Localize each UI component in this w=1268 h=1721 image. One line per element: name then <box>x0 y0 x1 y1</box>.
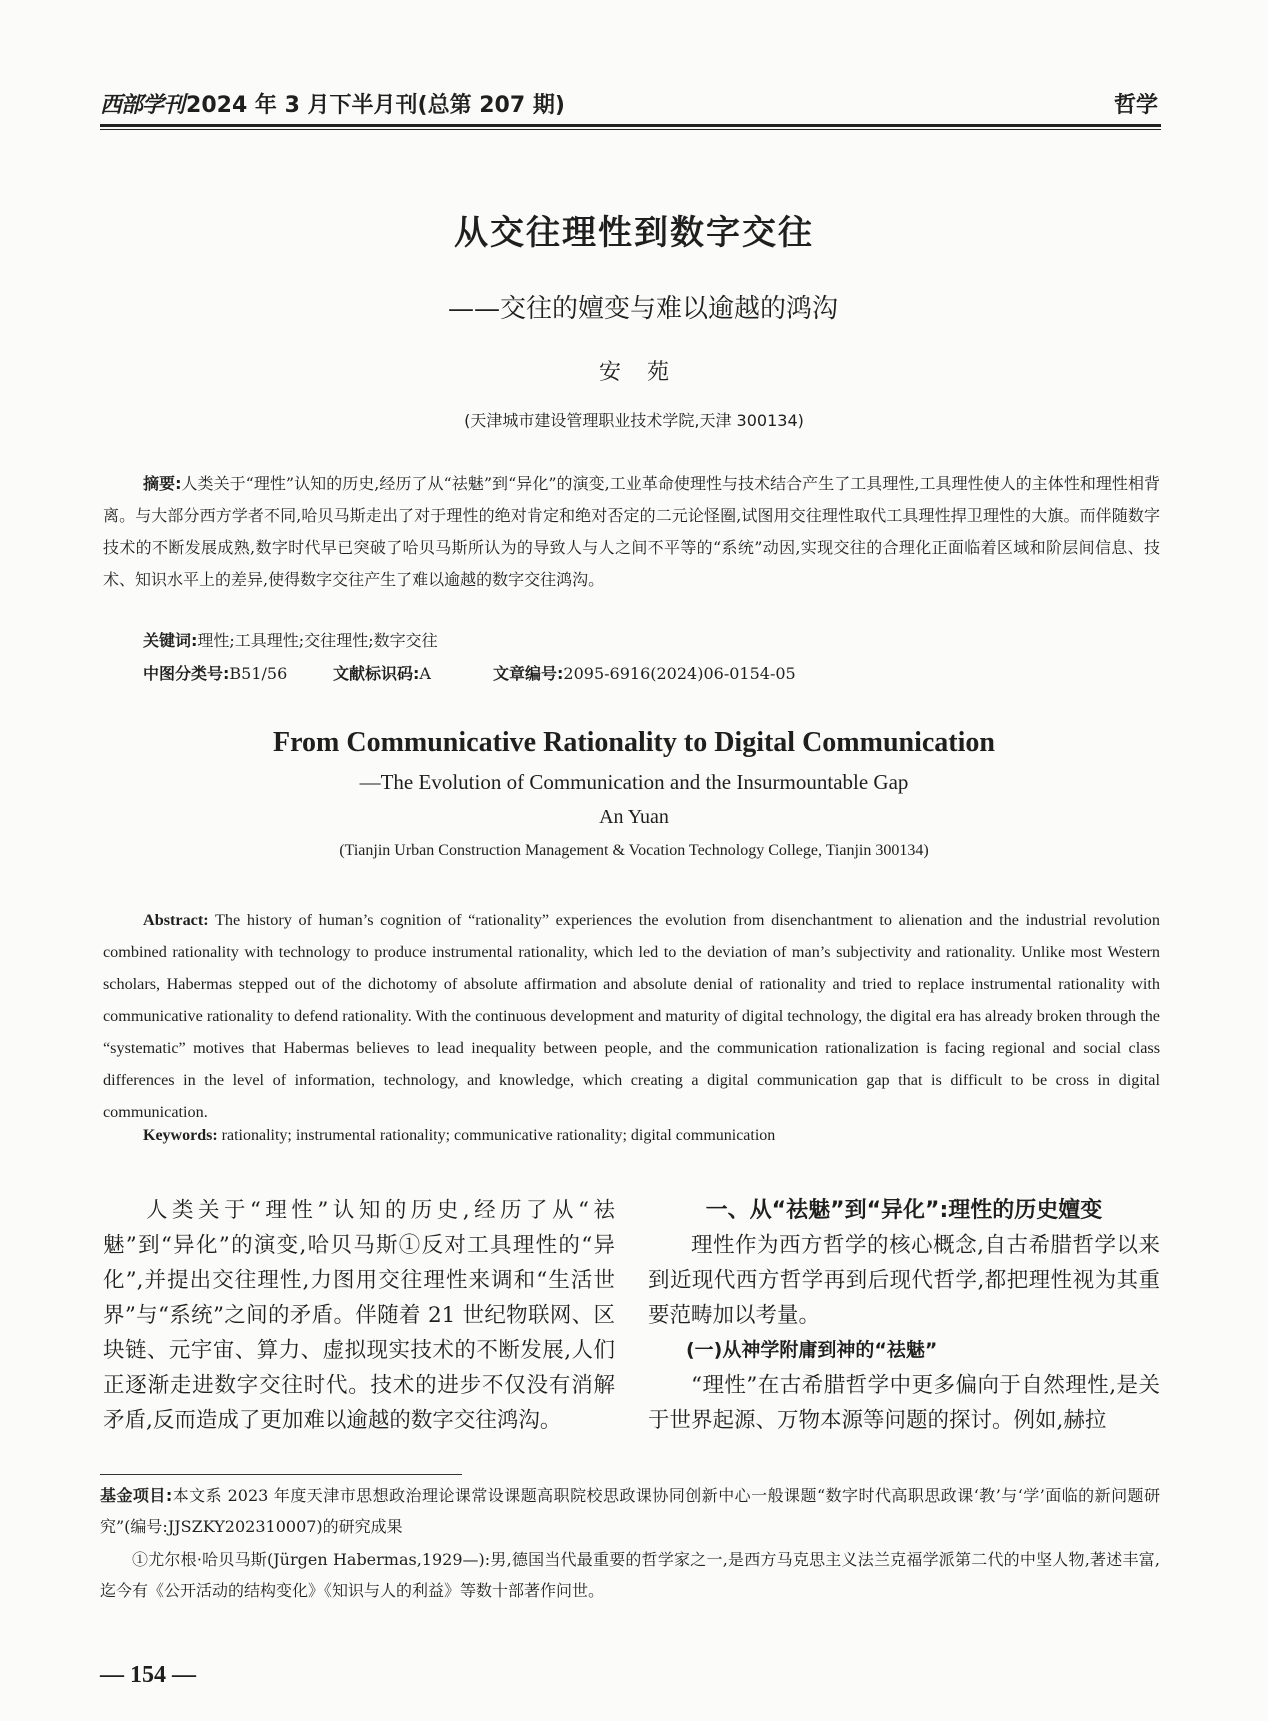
clc-code <box>143 661 287 684</box>
doc-value: A <box>419 664 431 683</box>
article-number <box>493 661 796 684</box>
abstract-en-label: Abstract: <box>143 911 209 929</box>
keywords-zh <box>143 628 438 651</box>
affiliation-zh: (天津城市建设管理职业技术学院,天津 300134) <box>464 411 804 430</box>
keywords-zh-text: 理性;工具理性;交往理性;数字交往 <box>197 631 438 650</box>
page-number: — 154 — <box>100 1662 196 1688</box>
footnote-1: ①尤尔根·哈贝马斯(Jürgen Habermas,1929—):男,德国当代最重要的哲学家之一,是西方马克思主义法兰克福学派第二代的中坚人物,著述丰富,迄今有《公开活动的结构变化》《知识与人的利益》等数十部著作问世。 <box>100 1550 1160 1600</box>
fund-text: 本文系 2023 年度天津市思想政治理论课常设课题高职院校思政课协同创新中心一般课题“数字时代高职思政课‘教’与‘学’面临的新问题研究”(编号:JJSZKY202310007)的研究成果 <box>100 1486 1160 1536</box>
subtitle-en: —The Evolution of Communication and the Insurmountable Gap <box>359 770 909 794</box>
journal-issue <box>100 88 565 119</box>
fund-note <box>100 1480 1160 1542</box>
doc-label: 文献标识码: <box>333 664 420 683</box>
clc-value: B51/56 <box>229 664 288 683</box>
abstract-zh-label: 摘要: <box>143 474 182 493</box>
section-heading: 一、从“祛魅”到“异化”:理性的历史嬗变 <box>705 1198 1103 1223</box>
article-value: 2095-6916(2024)06-0154-05 <box>563 664 796 683</box>
subtitle-zh: ——交往的嬗变与难以逾越的鸿沟 <box>447 294 838 324</box>
affiliation-en: (Tianjin Urban Construction Management & Vocation Technology College, Tianjin 300134) <box>339 842 929 859</box>
subsection-heading: (一)从神学附庸到神的“祛魅” <box>686 1339 938 1361</box>
clc-label: 中图分类号: <box>143 664 230 683</box>
section-label: 哲学 <box>1113 93 1158 118</box>
fund-label: 基金项目: <box>100 1486 173 1505</box>
keywords-en-label: Keywords: <box>143 1127 218 1144</box>
header-rule-thin <box>100 129 1161 130</box>
author-en: An Yuan <box>599 806 669 828</box>
title-zh: 从交往理性到数字交往 <box>454 213 814 253</box>
subsection-paragraph: “理性”在古希腊哲学中更多偏向于自然理性,是关于世界起源、万物本源等问题的探讨。例如,赫拉 <box>648 1373 1160 1433</box>
keywords-en-text: rationality; instrumental rationality; communicative rationality; digital communication <box>221 1127 776 1144</box>
section-paragraph: 理性作为西方哲学的核心概念,自古希腊哲学以来到近现代西方哲学再到后现代哲学,都把理性视为其重要范畴加以考量。 <box>648 1233 1160 1328</box>
issue-label: 2024 年 3 月下半月刊(总第 207 期) <box>186 93 565 118</box>
keywords-en <box>143 1127 775 1145</box>
title-en: From Communicative Rationality to Digital Communication <box>273 727 995 758</box>
author-zh: 安苑 <box>598 360 695 385</box>
header-rule <box>100 124 1161 127</box>
doc-code <box>333 661 431 684</box>
body-right-column <box>648 1193 1160 1438</box>
keywords-zh-label: 关键词: <box>143 631 198 650</box>
running-header <box>100 88 1160 122</box>
abstract-en <box>103 904 1160 1128</box>
abstract-en-text: The history of human’s cognition of “rationality” experiences the evolution from disenchantment to alienation and the industrial revolution combined rationality with technology to produce instrumental rationality, which led to the deviation of man’s subjectivity and rationality. Unlike most Western scholars, Habermas stepped out of the dichotomy of absolute affirmation and absolute denial of rationality and tried to replace instrumental rationality with communicative rationality to defend rationality. With the continuous development and maturity of digital technology, the digital era has already broken through the “systematic” motives that Habermas believes to lead inequality between people, and the communication rationalization is facing regional and social class differences in the level of information, technology, and knowledge, which creating a digital communication gap that is difficult to be cross in digital communication. <box>103 911 1160 1121</box>
abstract-zh-text: 人类关于“理性”认知的历史,经历了从“祛魅”到“异化”的演变,工业革命使理性与技术结合产生了工具理性,工具理性使人的主体性和理性相背离。与大部分西方学者不同,哈贝马斯走出了对于理性的绝对肯定和绝对否定的二元论怪圈,试图用交往理性取代工具理性捍卫理性的大旗。而伴随数字技术的不断发展成熟,数字时代早已突破了哈贝马斯所认为的导致人与人之间不平等的“系统”动因,实现交往的合理化正面临着区域和阶层间信息、技术、知识水平上的差异,使得数字交往产生了难以逾越的数字交往鸿沟。 <box>103 474 1160 589</box>
body-left-column <box>103 1193 615 1438</box>
journal-logo: 西部学刊 <box>100 92 185 118</box>
footnote-rule <box>100 1474 462 1475</box>
intro-paragraph: 人类关于“理性”认知的历史,经历了从“祛魅”到“异化”的演变,哈贝马斯①反对工具理性的“异化”,并提出交往理性,力图用交往理性来调和“生活世界”与“系统”之间的矛盾。伴随着 21 世纪物联网、区块链、元宇宙、算力、虚拟现实技术的不断发展,人们正逐渐走进数字交往时代。技术的进步不仅没有消解矛盾,反而造成了更加难以逾越的数字交往鸿沟。 <box>103 1198 615 1433</box>
footnotes <box>100 1480 1160 1606</box>
abstract-zh <box>103 468 1160 596</box>
article-label: 文章编号: <box>493 664 564 683</box>
